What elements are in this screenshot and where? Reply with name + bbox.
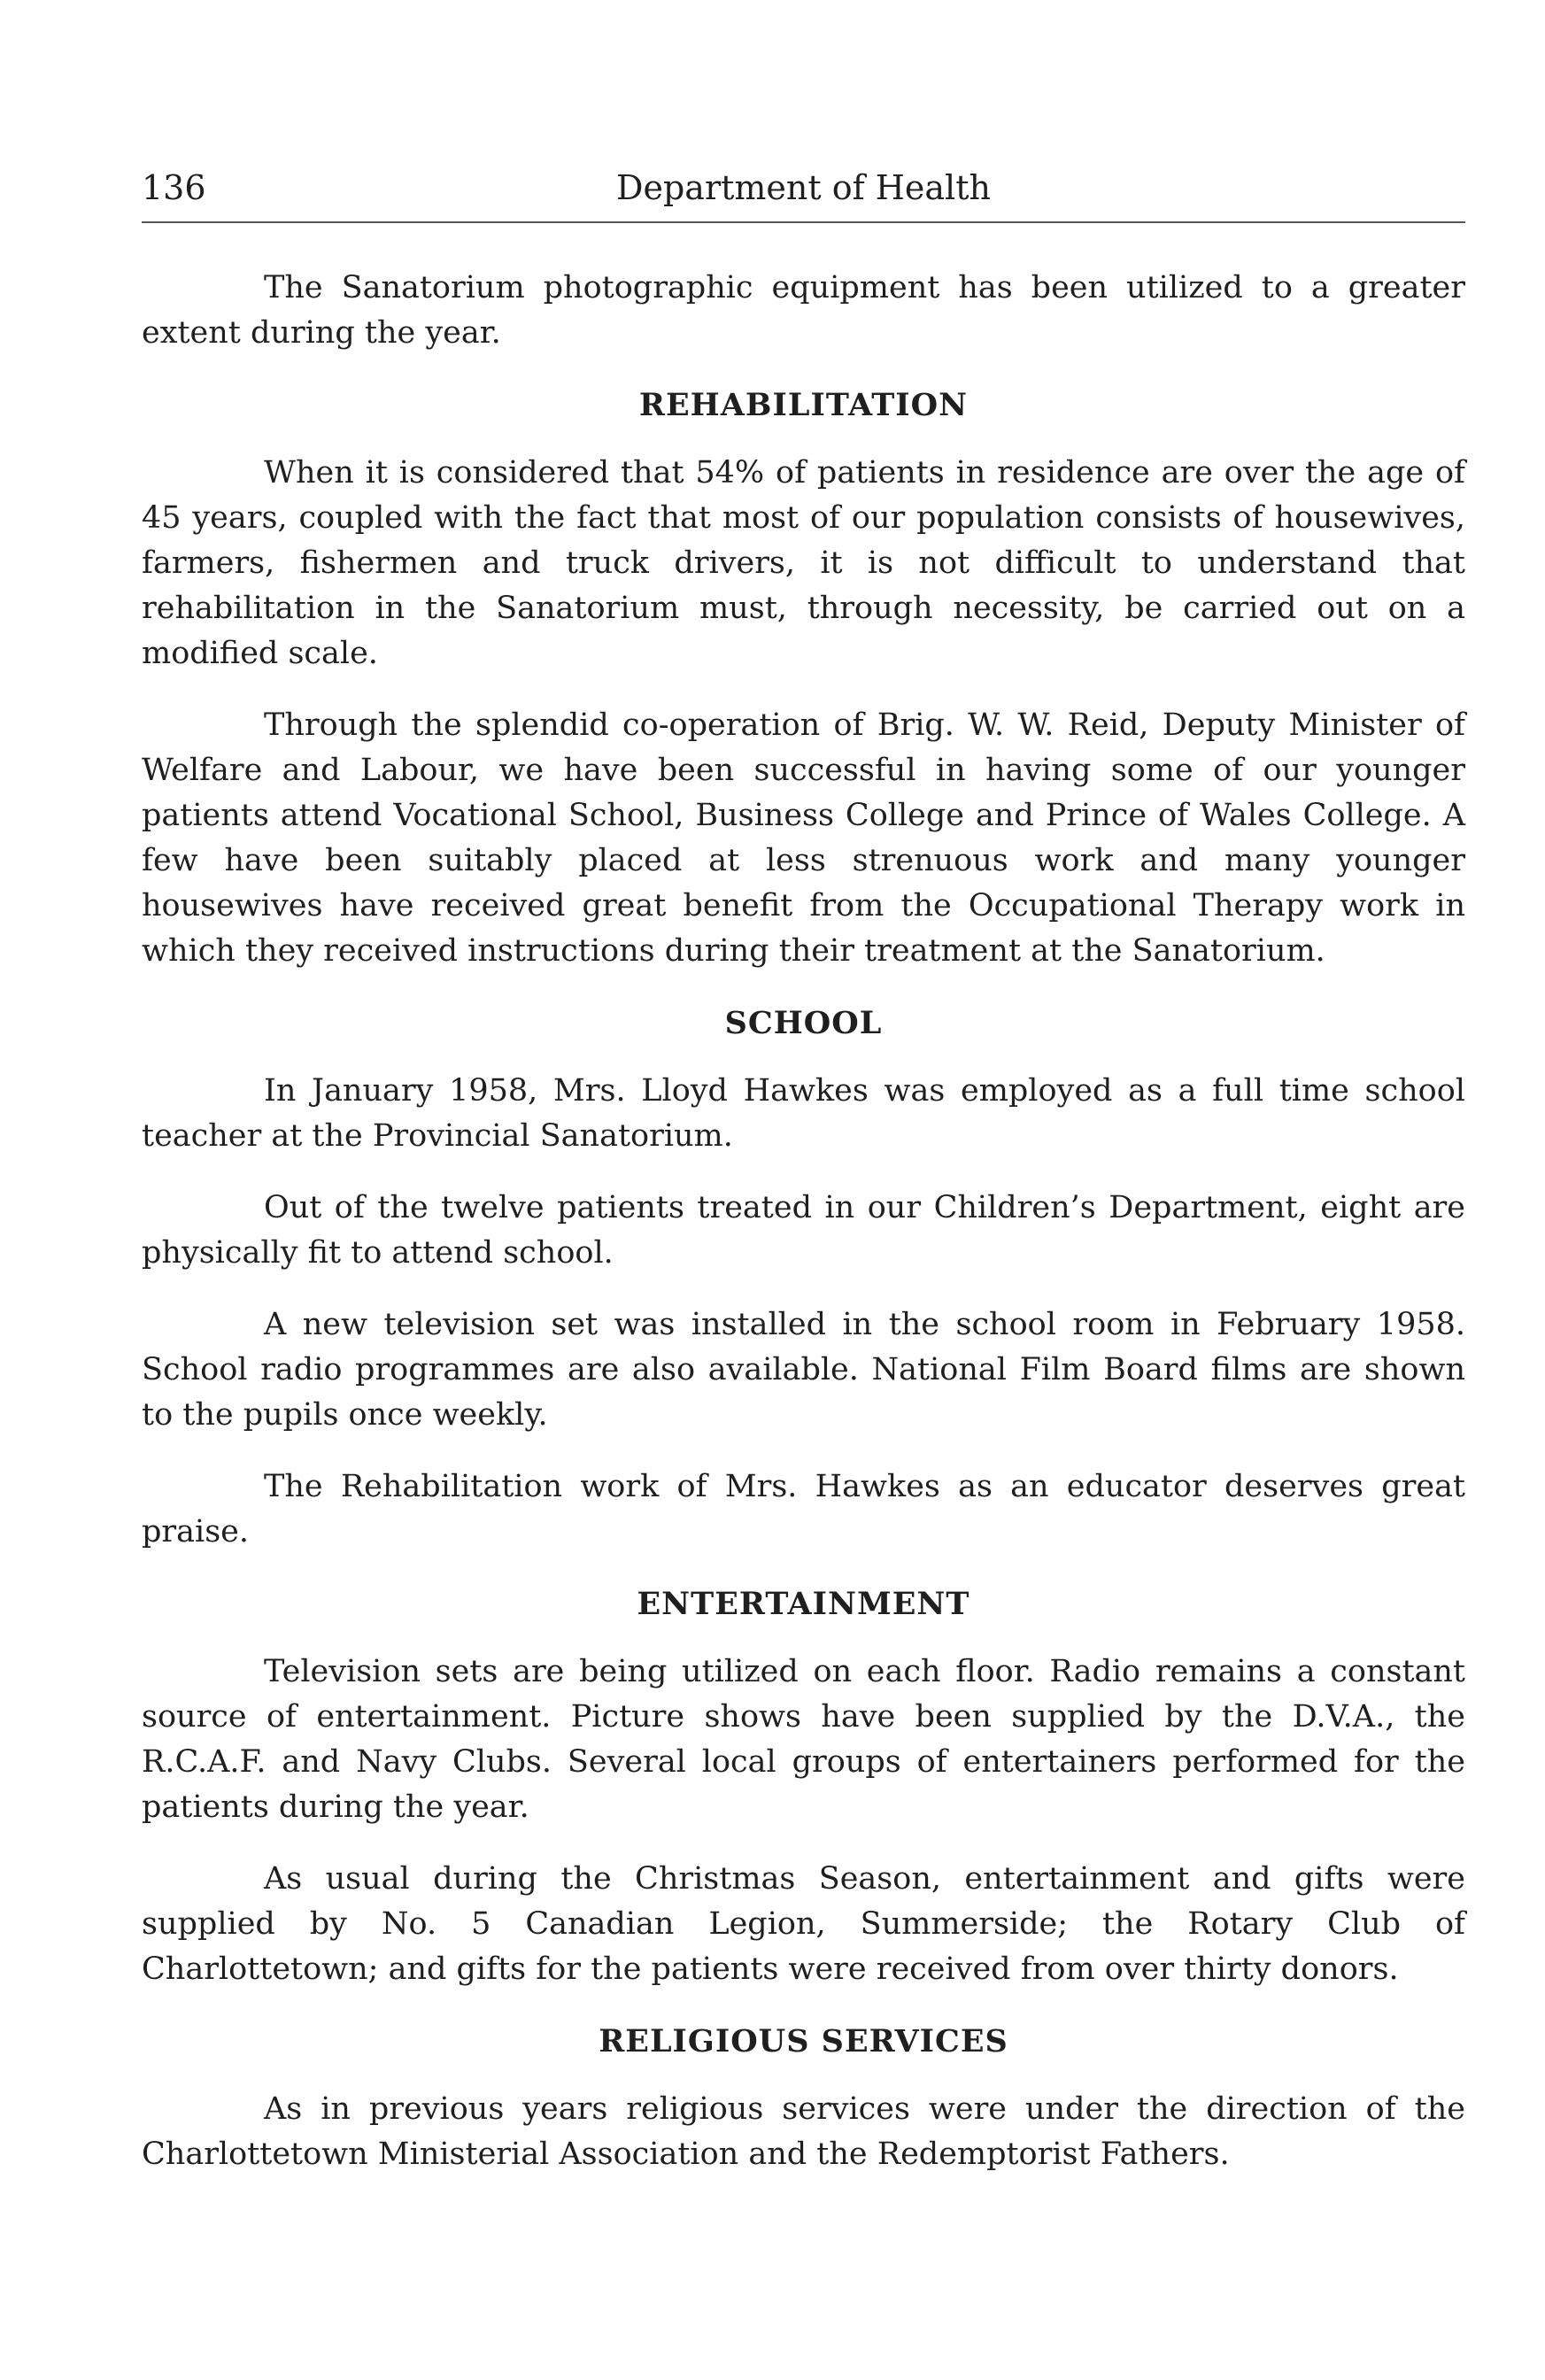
section-heading-school: SCHOOL <box>724 1005 883 1041</box>
school-paragraph-1: In January 1958, Mrs. Lloyd Hawkes was employed as a full time school teacher at the Provincial Sanatorium. <box>142 1073 1465 1154</box>
rehabilitation-paragraph-2: Through the splendid co-operation of Brig. W. W. Reid, Deputy Minister of Welfare and Labour, we have been successful in having some of our younger patients attend Vocational School, Business College and Prince of Wales College. A few have been suitably placed at less strenuous work and many younger housewives have received great benefit from the Occupational Therapy work in which they received instructions during their treatment at the Sanatorium. <box>142 707 1465 969</box>
section-heading-religious-services: RELIGIOUS SERVICES <box>599 2023 1008 2059</box>
page-header <box>142 165 1465 211</box>
page-body <box>142 266 1465 2204</box>
religious-services-section <box>142 2019 1465 2177</box>
running-title: Department of Health <box>616 168 991 207</box>
entertainment-paragraph-1: Television sets are being utilized on each floor. Radio remains a constant source of entertainment. Picture shows have been supplied by the D.V.A., the R.C.A.F. and Navy Clubs. Several local groups of entertainers performed for the patients during the year. <box>142 1654 1465 1825</box>
school-paragraph-2: Out of the twelve patients treated in our Children’s Department, eight are physically fit to attend school. <box>142 1190 1465 1271</box>
school-section <box>142 1001 1465 1555</box>
religious-paragraph-1: As in previous years religious services were under the direction of the Charlottetown Ministerial Association and the Redemptorist Fathers. <box>142 2091 1465 2172</box>
school-paragraph-4: The Rehabilitation work of Mrs. Hawkes as an educator deserves great praise. <box>142 1469 1465 1549</box>
entertainment-paragraph-2: As usual during the Christmas Season, entertainment and gifts were supplied by No. 5 Canadian Legion, Summerside; the Rotary Club of Charlottetown; and gifts for the patients were received from over thirty donors. <box>142 1861 1465 1987</box>
rehabilitation-section <box>142 382 1465 974</box>
section-heading-rehabilitation: REHABILITATION <box>638 387 969 423</box>
intro-paragraph: The Sanatorium photographic equipment has been utilized to a greater extent during the year. <box>142 270 1465 351</box>
entertainment-section <box>142 1581 1465 1992</box>
header-rule <box>142 221 1465 223</box>
school-paragraph-3: A new television set was installed in the school room in February 1958. School radio programmes are also available. National Film Board films are shown to the pupils once weekly. <box>142 1307 1465 1433</box>
rehabilitation-paragraph-1: When it is considered that 54% of patients in residence are over the age of 45 years, coupled with the fact that most of our population consists of housewives, farmers, fishermen and truck drivers, it is not difficult to understand that rehabilitation in the Sanatorium must, through necessity, be carried out on a modified scale. <box>142 455 1465 671</box>
section-heading-entertainment: ENTERTAINMENT <box>637 1586 970 1622</box>
page-number: 136 <box>142 168 206 207</box>
